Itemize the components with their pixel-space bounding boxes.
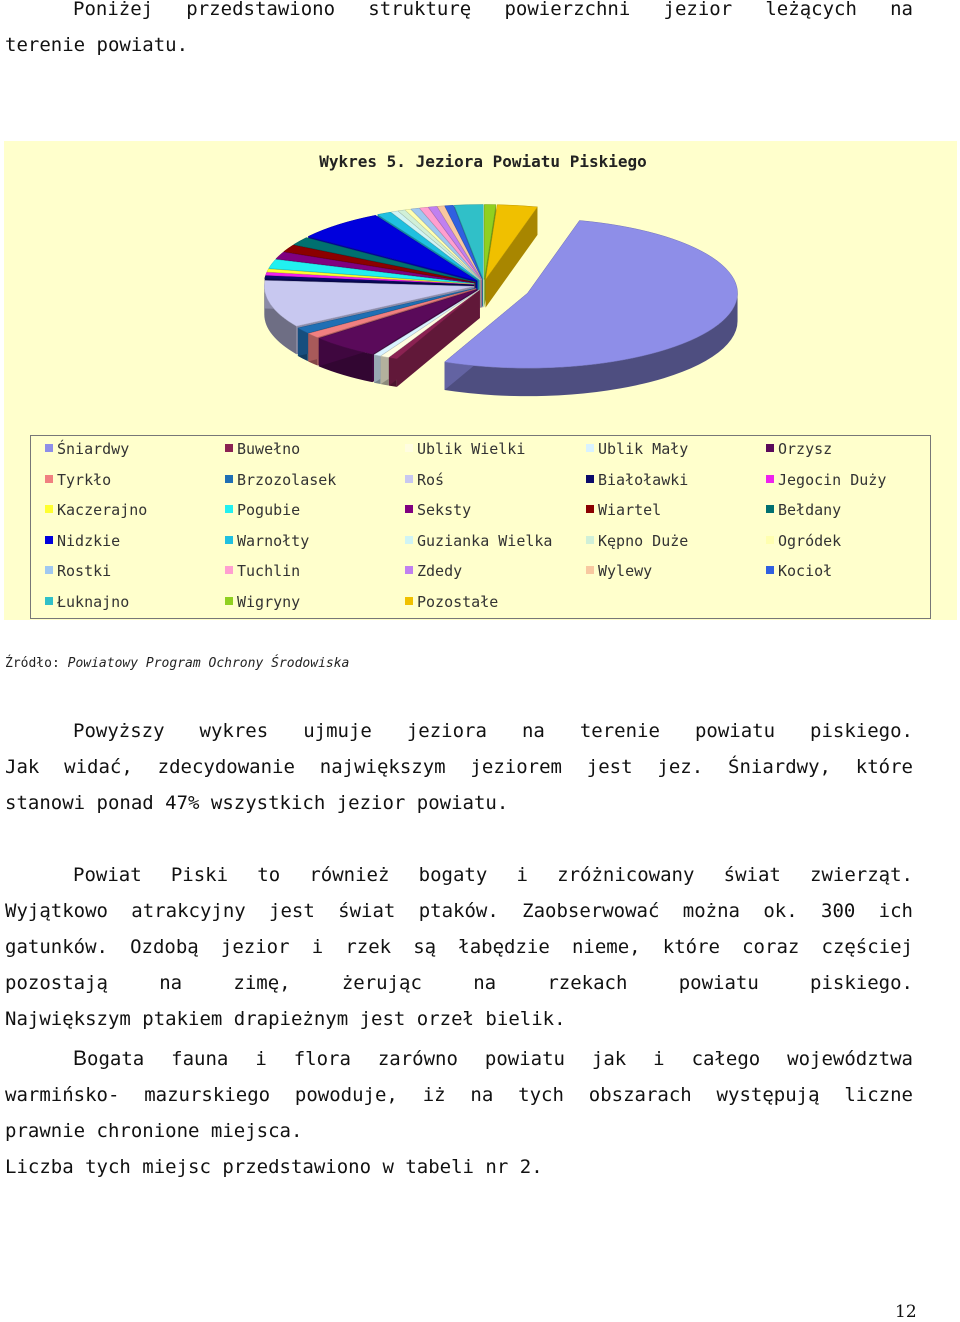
legend-label: Orzysz	[778, 440, 832, 458]
chart-legend	[30, 435, 931, 619]
legend-label: Wigryny	[237, 593, 300, 611]
legend-label: Kocioł	[778, 562, 832, 580]
legend-label: Śniardwy	[57, 440, 129, 458]
legend-swatch	[225, 505, 233, 513]
legend-label: Ublik Wielki	[417, 440, 525, 458]
legend-swatch	[586, 566, 594, 574]
text-line: Powiat Piski to również bogaty i zróżnicowany świat zwierząt.	[5, 857, 913, 893]
text-line-rest: ogata fauna i flora zarówno powiatu jak i całego województwa	[87, 1048, 913, 1070]
legend-label: Jegocin Duży	[778, 471, 886, 489]
legend-item	[225, 593, 300, 611]
paragraph-3	[5, 1041, 913, 1149]
chart-title: Wykres 5. Jeziora Powiatu Piskiego	[0, 152, 960, 171]
paragraph-4	[5, 1149, 913, 1185]
legend-item	[225, 532, 309, 550]
legend-label: Białoławki	[598, 471, 688, 489]
legend-label: Ogródek	[778, 532, 841, 550]
legend-swatch	[225, 597, 233, 605]
legend-label: Pozostałe	[417, 593, 498, 611]
legend-label: Ublik Mały	[598, 440, 688, 458]
legend-label: Roś	[417, 471, 444, 489]
legend-label: Nidzkie	[57, 532, 120, 550]
legend-label: Kaczerajno	[57, 501, 147, 519]
text-line: prawnie chronione miejsca.	[5, 1113, 913, 1149]
page-number: 12	[895, 1302, 917, 1322]
legend-item	[225, 501, 300, 519]
text-line: Jak widać, zdecydowanie największym jeziorem jest jez. Śniardwy, które	[5, 749, 913, 785]
legend-item	[405, 471, 444, 489]
legend-item	[586, 471, 688, 489]
text-line: stanowi ponad 47% wszystkich jezior powiatu.	[5, 785, 913, 821]
legend-swatch	[225, 444, 233, 452]
legend-label: Tuchlin	[237, 562, 300, 580]
legend-item	[766, 440, 832, 458]
legend-item	[45, 471, 111, 489]
paragraph-1	[5, 713, 913, 821]
text-line: Liczba tych miejsc przedstawiono w tabeli nr 2.	[5, 1149, 913, 1185]
legend-item	[586, 562, 652, 580]
legend-label: Warnołty	[237, 532, 309, 550]
drop-initial: B	[73, 1047, 87, 1070]
legend-item	[586, 532, 688, 550]
legend-label: Bełdany	[778, 501, 841, 519]
legend-swatch	[405, 444, 413, 452]
text-line: Największym ptakiem drapieżnym jest orzeł bielik.	[5, 1001, 913, 1037]
legend-swatch	[405, 475, 413, 483]
legend-item	[45, 440, 129, 458]
legend-item	[225, 471, 336, 489]
legend-swatch	[405, 597, 413, 605]
legend-label: Guzianka Wielka	[417, 532, 552, 550]
legend-item	[225, 562, 300, 580]
legend-swatch	[45, 475, 53, 483]
text-line: Wyjątkowo atrakcyjny jest świat ptaków. Zaobserwować można ok. 300 ich	[5, 893, 913, 929]
legend-label: Rostki	[57, 562, 111, 580]
legend-swatch	[586, 505, 594, 513]
legend-item	[225, 440, 300, 458]
legend-item	[766, 501, 841, 519]
legend-label: Seksty	[417, 501, 471, 519]
legend-item	[766, 471, 886, 489]
legend-swatch	[45, 444, 53, 452]
pie-chart	[4, 180, 954, 430]
legend-swatch	[766, 444, 774, 452]
text-line: Powyższy wykres ujmuje jeziora na terenie powiatu piskiego.	[5, 713, 913, 749]
legend-swatch	[225, 566, 233, 574]
source-value: Powiatowy Program Ochrony Środowiska	[68, 656, 350, 671]
text-line: warmińsko- mazurskiego powoduje, iż na tych obszarach występują liczne	[5, 1077, 913, 1113]
legend-swatch	[405, 536, 413, 544]
legend-item	[405, 440, 525, 458]
legend-label: Wylewy	[598, 562, 652, 580]
legend-label: Pogubie	[237, 501, 300, 519]
legend-swatch	[45, 597, 53, 605]
legend-item	[586, 501, 661, 519]
legend-label: Brzozolasek	[237, 471, 336, 489]
text-line: pozostają na zimę, żerując na rzekach powiatu piskiego.	[5, 965, 913, 1001]
paragraph-2	[5, 857, 913, 1037]
legend-item	[45, 501, 147, 519]
text-line: terenie powiatu.	[5, 27, 913, 63]
legend-swatch	[225, 536, 233, 544]
legend-label: Tyrkło	[57, 471, 111, 489]
legend-label: Kępno Duże	[598, 532, 688, 550]
text-line: gatunków. Ozdobą jezior i rzek są łabędzie nieme, które coraz częściej	[5, 929, 913, 965]
legend-swatch	[766, 505, 774, 513]
legend-item	[45, 532, 120, 550]
legend-swatch	[45, 536, 53, 544]
legend-swatch	[45, 505, 53, 513]
legend-swatch	[766, 475, 774, 483]
legend-item	[45, 562, 111, 580]
legend-item	[766, 562, 832, 580]
legend-item	[405, 593, 498, 611]
legend-swatch	[766, 536, 774, 544]
legend-item	[405, 562, 462, 580]
legend-swatch	[225, 475, 233, 483]
legend-swatch	[586, 444, 594, 452]
text-line	[5, 1041, 913, 1077]
legend-item	[766, 532, 841, 550]
legend-swatch	[45, 566, 53, 574]
legend-swatch	[586, 475, 594, 483]
legend-label: Buwełno	[237, 440, 300, 458]
intro-paragraph	[5, 0, 913, 63]
source-label: Źródło:	[5, 656, 60, 671]
legend-item	[405, 532, 552, 550]
legend-swatch	[586, 536, 594, 544]
legend-item	[405, 501, 471, 519]
source-note	[5, 656, 349, 671]
legend-swatch	[766, 566, 774, 574]
legend-swatch	[405, 505, 413, 513]
text-line: Poniżej przedstawiono strukturę powierzchni jezior leżących na	[5, 0, 913, 27]
legend-label: Wiartel	[598, 501, 661, 519]
legend-label: Zdedy	[417, 562, 462, 580]
legend-item	[586, 440, 688, 458]
legend-swatch	[405, 566, 413, 574]
legend-label: Łuknajno	[57, 593, 129, 611]
legend-item	[45, 593, 129, 611]
